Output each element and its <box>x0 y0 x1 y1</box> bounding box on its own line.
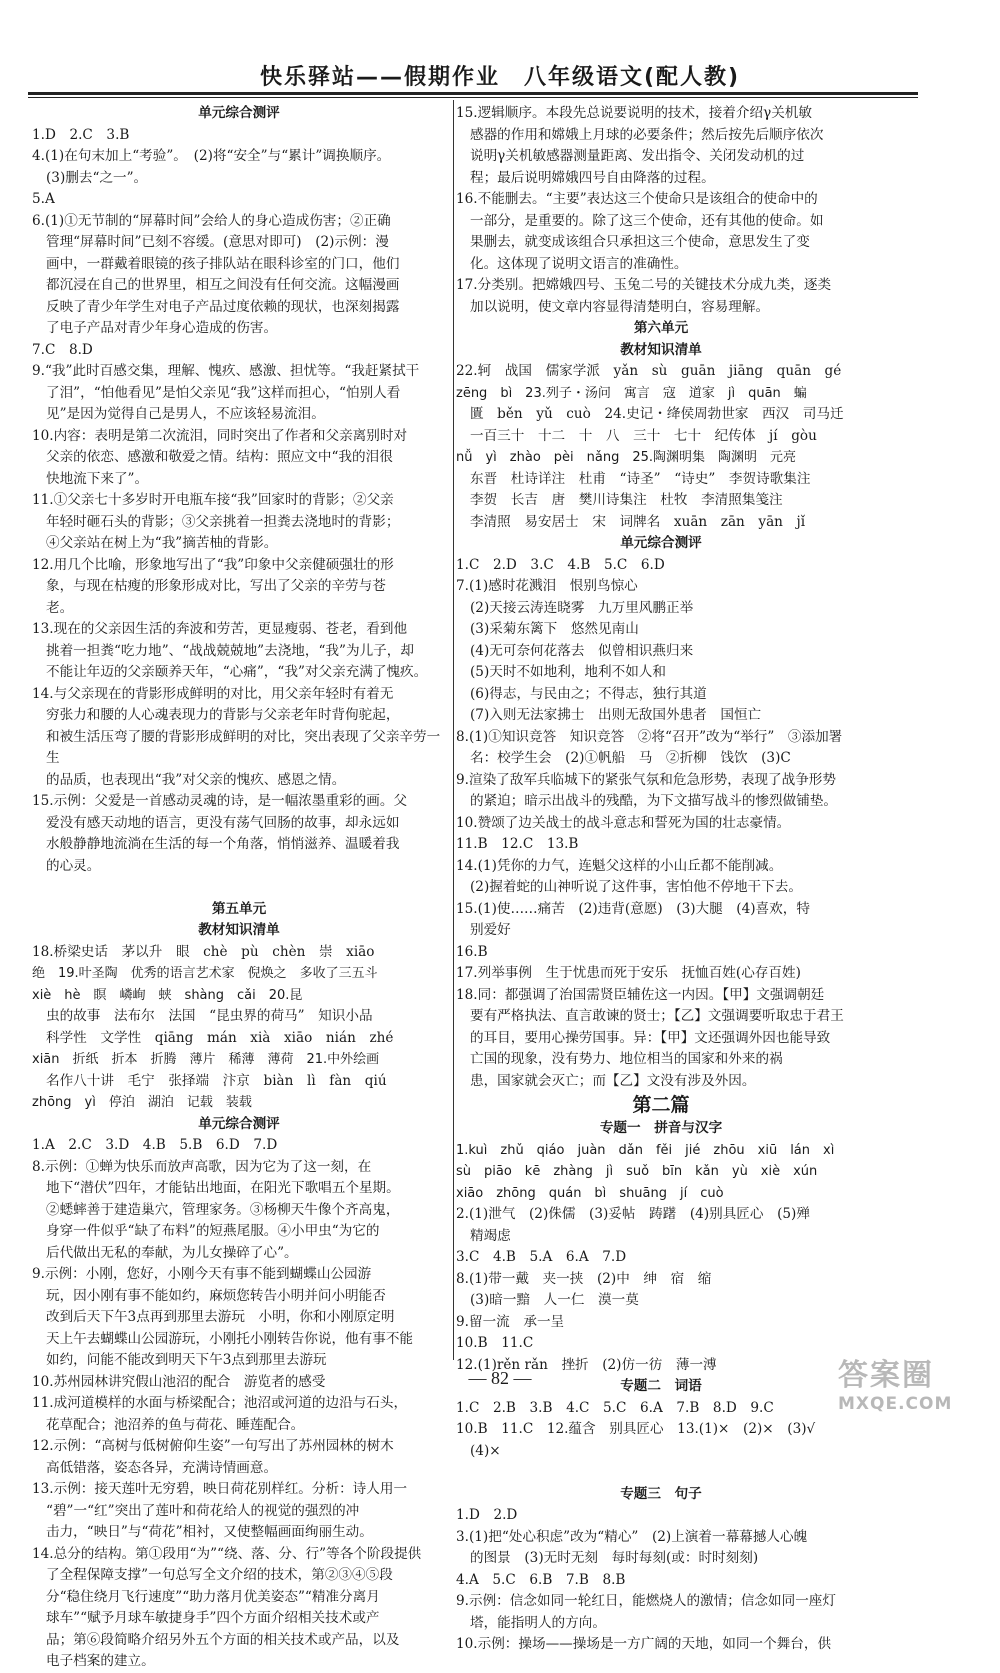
answer-continuation: (4)无可奈何花落去 似曾相识燕归来 <box>470 642 694 659</box>
answer-continuation: 品；第⑥段简略介绍另外五个方面的相关技术或产品，以及 <box>46 1631 400 1648</box>
section-title: 专题三 句子 <box>620 1485 702 1502</box>
answer-continuation: 了全程保障支撑”一句总写全文介绍的技术，第②③④⑤段 <box>46 1567 393 1583</box>
answer-continuation: 画中，一群戴着眼镜的孩子排队站在眼科诊室的门口，他们 <box>46 255 400 272</box>
answer-continuation: 象，与现在枯瘦的形象形成对比，写出了父亲的辛劳与苍 <box>46 578 386 594</box>
answer-continuation: 匱 běn yǔ cuò 24.史记・绛侯周勃世家 西汉 司马迁 <box>470 406 844 422</box>
section-title: 第五单元 <box>211 900 267 917</box>
answer-continuation: 的耳目，要用心操劳国事。异：【甲】文还强调外因也能导致 <box>470 1029 831 1046</box>
answer-continuation: 花草配合；池沼养的鱼与荷花、睡莲配合。 <box>46 1416 305 1433</box>
answer-continuation: (5)天时不如地利，地利不如人和 <box>470 664 666 680</box>
answer-line: 10.B 11.C <box>456 1335 534 1351</box>
answer-line: 18.桥梁史话 茅以升 眼 chè pù chèn 崇 xiāo <box>32 943 375 960</box>
answer-line: 9.渲染了敌军兵临城下的紧张气氛和危急形势，表现了战争形势 <box>456 771 836 788</box>
answer-line: 1.A 2.C 3.D 4.B 5.B 6.D 7.D <box>32 1137 278 1153</box>
answer-line: 4.A 5.C 6.B 7.B 8.B <box>456 1571 626 1588</box>
answer-line: 16.不能删去。“主要”表达这三个使命只是该组合的使命中的 <box>456 191 818 207</box>
answer-line: 14.(1)凭你的力气，连魁父这样的小山丘都不能削减。 <box>456 857 783 874</box>
answer-continuation: (2)握着蛇的山神听说了这件事，害怕他不停地干下去。 <box>470 879 802 895</box>
answer-line: 8.(1)①知识竞答 知识竞答 ②将“召开”改为“举行” ③添加署 <box>456 728 843 745</box>
answer-continuation: 老。 <box>46 599 74 616</box>
answer-continuation: (2)天接云涛连晓雾 九万里风鹏正举 <box>470 599 694 616</box>
answer-line: 22.轲 战国 儒家学派 yǎn sù guān jiāng quān gé <box>456 363 842 379</box>
watermark-url: MXQE.COM <box>838 1394 953 1414</box>
answer-line: 9.“我”此时百感交集，理解、愧疚、感激、担忧等。“我赶紧拭干 <box>32 363 420 379</box>
spacer <box>32 877 446 899</box>
answer-continuation: 水般静静地流淌在生活的每一个角落，悄悄滋养、温暖着我 <box>46 836 400 852</box>
answer-continuation: 一部分，是重要的。除了这三个使命，还有其他的使命。如 <box>470 212 824 229</box>
pinyin-line: 1.kuì zhǔ qiáo juàn dǎn fěi jié zhōu xiū lán xì <box>456 1142 835 1158</box>
answer-continuation: 了泪”，“怕他看见”是怕父亲见“我”这样而担心，“怕别人看 <box>46 384 401 401</box>
answer-continuation: 如约，问能不能改到明天下午3点到那里去游玩 <box>46 1352 327 1368</box>
left-column <box>32 103 446 1673</box>
pinyin-line: xiān 折纸 折本 折腾 薄片 稀薄 薄荷 21.中外绘画 <box>32 1052 380 1067</box>
answer-continuation: 患，国家就会灭亡；而【乙】文没有涉及外因。 <box>470 1072 756 1089</box>
answer-line: 3.C 4.B 5.A 6.A 7.D <box>456 1249 627 1265</box>
answer-line: 10.苏州园林讲究假山池沼的配合 游览者的感受 <box>32 1373 326 1390</box>
answer-continuation: 的紧迫；暗示出战斗的残酷，为下文描写战斗的惨烈做铺垫。 <box>470 793 838 809</box>
answer-continuation: 爱没有感天动地的语言，更没有荡气回肠的故事，却永远如 <box>46 814 400 831</box>
answer-continuation: (4)× <box>470 1442 501 1459</box>
answer-line: 7.C 8.D <box>32 341 93 358</box>
answer-continuation: 的品质，也表现出“我”对父亲的愧疚、感恩之情。 <box>46 771 346 788</box>
answer-continuation: 名：校学生会 (2)①帆船 马 ②折柳 饯饮 (3)C <box>470 750 791 766</box>
answer-line: 9.示例：信念如同一轮红日，能燃烧人的激情；信念如同一座灯 <box>456 1593 836 1609</box>
answer-line: 15.(1)使……痛苦 (2)违背(意愿) (3)大腿 (4)喜欢，特 <box>456 900 810 917</box>
answer-line: 15.示例：父爱是一首感动灵魂的诗，是一幅浓墨重彩的画。父 <box>32 793 408 809</box>
pinyin-line: zhōng yì 停泊 湖泊 记载 装载 <box>32 1095 252 1110</box>
answer-line: 1.C 2.B 3.B 4.C 5.C 6.A 7.B 8.D 9.C <box>456 1399 774 1416</box>
answer-continuation: 后代做出无私的奉献，为儿女操碎了心”。 <box>46 1244 298 1261</box>
answer-line: 17.列举事例 生于忧患而死于安乐 抚恤百姓(心存百姓) <box>456 965 801 981</box>
pinyin-line: 绝 19.叶圣陶 优秀的语言艺术家 倪焕之 多收了三五斗 <box>32 966 378 981</box>
answer-line: 5.A <box>32 191 55 207</box>
answer-continuation: 球车”“赋予月球车敏捷身手”四个方面介绍相关技术或产 <box>46 1610 380 1626</box>
answer-continuation: (3)删去“之一”。 <box>46 169 148 186</box>
answer-line: 13.现在的父亲因生活的奔波和劳苦，更显瘦弱、苍老，看到他 <box>32 621 408 637</box>
answer-continuation: 精竭虑 <box>470 1227 511 1244</box>
answer-line: 15.逻辑顺序。本段先总说要说明的技术，接着介绍γ关机敏 <box>456 105 812 121</box>
answer-continuation: 果删去，就变成该组合只承担这三个使命，意思发生了变 <box>470 234 810 250</box>
answer-line: 12.用几个比喻，形象地写出了“我”印象中父亲健硕强壮的形 <box>32 556 394 573</box>
answer-continuation: 李贺 长吉 唐 樊川诗集注 杜牧 李清照集笺注 <box>470 492 783 508</box>
answer-line: 13.示例：接天莲叶无穷碧，映日荷花别样红。分析：诗人用一 <box>32 1481 408 1497</box>
answer-line: 4.(1)在句末加上“考验”。 (2)将“安全”与“累计”调换顺序。 <box>32 148 391 164</box>
answer-continuation: 玩，因小刚有事不能如约，麻烦您转告小明并问小明能否 <box>46 1287 386 1304</box>
answer-continuation: 年轻时砸石头的背影；③父亲挑着一担粪去浇地时的背影； <box>46 513 400 530</box>
section-title: 单元综合测评 <box>620 535 702 551</box>
pinyin-line: xiè hè 瞑 嶙峋 蛱 shàng cǎi 20.昆 <box>32 987 303 1003</box>
answer-continuation: ②蟋蟀善于建造巢穴，管理家务。③杨柳天牛像个齐高鬼， <box>46 1201 400 1218</box>
answer-continuation: 说明γ关机敏感器测量距离、发出指令、关闭发动机的过 <box>470 148 805 164</box>
column-divider <box>453 100 454 1360</box>
answer-line: 8.(1)带一戴 夹一挟 (2)中 绅 宿 缩 <box>456 1270 712 1287</box>
answer-line: 6.(1)①无节制的“屏幕时间”会给人的身心造成伤害；②正确 <box>32 212 391 229</box>
answer-continuation: 身穿一件似乎“缺了布料”的短燕尾服。④小甲虫“为它的 <box>46 1223 380 1239</box>
answer-line: 10.赞颂了边关战士的战斗意志和誓死为国的壮志豪情。 <box>456 814 791 831</box>
answer-continuation: 挑着一担粪“吃力地”、“战战兢兢地”去浇地，“我”为儿子，却 <box>46 642 414 659</box>
answer-line: 11.成河道模样的水面与桥梁配合；池沼或河道的边沿与石头， <box>32 1395 408 1411</box>
answer-continuation: 反映了青少年学生对电子产品过度依赖的现状，也深刻揭露 <box>46 298 400 315</box>
answer-continuation: 名作八十讲 毛宁 张择端 汴京 biàn lì fàn qiú <box>46 1072 387 1089</box>
answer-line: 18.同：都强调了治国需贤臣辅佐这一内因。【甲】文强调朝廷 <box>456 986 825 1003</box>
answer-continuation: 别爱好 <box>470 922 511 938</box>
header-rule <box>28 92 918 95</box>
answer-line: 9.示例：小刚，您好，小刚今天有事不能到蝴蝶山公园游 <box>32 1266 372 1282</box>
answer-line: 12.(1)rěn rǎn 挫折 (2)仿一彷 薄一溥 <box>456 1356 717 1373</box>
answer-continuation: 击力，“映日”与“荷花”相衬，又使整幅画面绚丽生动。 <box>46 1524 373 1540</box>
answer-continuation: (6)得志，与民由之；不得志，独行其道 <box>470 685 707 702</box>
answer-continuation: 虫的故事 法布尔 法国 “昆虫界的荷马” 知识小品 <box>46 1008 373 1024</box>
header-rule-thin <box>28 97 918 98</box>
spacer <box>456 1462 866 1484</box>
watermark <box>838 1350 988 1414</box>
answer-continuation: 父亲的依恋、感激和敬爱之情。结构：照应文中“我的泪很 <box>46 449 393 465</box>
section-title: 教材知识清单 <box>620 341 702 358</box>
answer-line: 1.C 2.D 3.C 4.B 5.C 6.D <box>456 556 665 573</box>
answer-line: 7.(1)感时花溅泪 恨别鸟惊心 <box>456 578 638 594</box>
section-title: 专题一 拼音与汉字 <box>599 1120 723 1136</box>
answer-continuation: (7)入则无法家拂士 出则无敌国外患者 国恒亡 <box>470 707 762 723</box>
answer-line: 8.示例：①蝉为快乐而放声高歌，因为它为了这一刻，在 <box>32 1158 372 1175</box>
pinyin-line: zēng bì 23.列子・汤问 寓言 寇 道家 jì quān 蝙 <box>456 385 807 401</box>
section-title: 专题二 词语 <box>620 1378 702 1394</box>
section-title: 单元综合测评 <box>198 1115 280 1132</box>
answer-line: 11.B 12.C 13.B <box>456 836 579 852</box>
right-column <box>456 103 866 1656</box>
answer-line: 17.分类别。把嫦娥四号、玉兔二号的关键技术分成九类，逐类 <box>456 277 832 293</box>
answer-continuation: 的图景 (3)无时无刻 每时每刻(或：时时刻刻) <box>470 1550 759 1566</box>
answer-continuation: 都沉浸在自己的世界里，相互之间没有任何交流。这幅漫画 <box>46 277 400 293</box>
answer-line: 12.示例：“高树与低树俯仰生姿”一句写出了苏州园林的树木 <box>32 1438 394 1454</box>
answer-continuation: 要有严格执法、直言敢谏的贤士；【乙】文强调要听取忠于君王 <box>470 1008 844 1024</box>
answer-continuation: 见”是因为觉得自己是男人，不应该轻易流泪。 <box>46 406 325 422</box>
answer-continuation: 科学性 文学性 qiāng mán xià xiāo nián zhé <box>46 1029 394 1046</box>
answer-continuation: ④父亲站在树上为“我”摘苦柚的背影。 <box>46 535 278 551</box>
section-title: 第六单元 <box>633 320 689 336</box>
answer-continuation: 一百三十 十二 十 八 三十 七十 纪传体 jí gòu <box>470 427 817 444</box>
answer-line: 11.①父亲七十多岁时开电瓶车接“我”回家时的背影；②父亲 <box>32 492 394 508</box>
part-title: 第二篇 <box>632 1094 690 1116</box>
answer-line: 3.(1)把“处心积虑”改为“精心” (2)上演着一幕幕撼人心魄 <box>456 1528 808 1545</box>
answer-line: 14.总分的结构。第①段用“为”“绕、落、分、行”等各个阶段提供 <box>32 1545 422 1562</box>
answer-continuation: 李清照 易安居士 宋 词牌名 xuān zān yān jǐ <box>470 513 806 530</box>
answer-continuation: 管理“屏幕时间”已刻不容缓。(意思对即可) (2)示例：漫 <box>46 234 389 250</box>
pinyin-line: sù piāo kē zhàng jì suǒ bīn kǎn yù xiè xún <box>456 1164 818 1179</box>
answer-continuation: 塔，能指明人的方向。 <box>470 1614 606 1631</box>
answer-continuation: 的心灵。 <box>46 857 101 874</box>
answer-line: 14.与父亲现在的背影形成鲜明的对比，用父亲年轻时有着无 <box>32 685 394 702</box>
answer-continuation: 地下“潜伏”四年，才能钻出地面，在阳光下歌唱五个星期。 <box>46 1180 400 1196</box>
page-header: 快乐驿站——假期作业 八年级语文(配人教) <box>259 65 741 90</box>
answer-line: 10.B 11.C 12.蕴含 别具匠心 13.(1)× (2)× (3)√ <box>456 1421 816 1437</box>
answer-continuation: 东晋 杜诗详注 杜甫 “诗圣” “诗史” 李贺诗歌集注 <box>470 470 811 487</box>
answer-continuation: (3)采菊东篱下 悠然见南山 <box>470 621 639 637</box>
watermark-logo: 答案圈 <box>838 1358 934 1393</box>
answer-continuation: 电子档案的建立。 <box>46 1653 155 1669</box>
section-title: 教材知识清单 <box>198 922 280 938</box>
answer-continuation: 改到后天下午3点再到那里去游玩 小明，你和小刚原定明 <box>46 1309 395 1325</box>
pinyin-line: xiāo zhōng quán bì shuāng jí cuò <box>456 1185 724 1201</box>
answer-line: 10.示例：操场——操场是一方广阔的天地，如同一个舞台，供 <box>456 1636 832 1652</box>
answer-continuation: 感器的作用和嫦娥上月球的必要条件；然后按先后顺序依次 <box>470 126 824 143</box>
answer-line: 1.D 2.C 3.B <box>32 126 130 143</box>
answer-continuation: 高低错落，姿态各异，充满诗情画意。 <box>46 1459 278 1476</box>
page-number: — 82 — <box>468 1368 532 1388</box>
answer-line: 16.B <box>456 943 488 960</box>
answer-continuation: 亡国的现象，没有势力、地位相当的国家和外来的祸 <box>470 1051 783 1067</box>
answer-continuation: 化。这体现了说明文语言的准确性。 <box>470 255 688 272</box>
answer-continuation: “碧”一“红”突出了莲叶和荷花给人的视觉的强烈的冲 <box>46 1502 360 1519</box>
answer-continuation: 和被生活压弯了腰的背影形成鲜明的对比，突出表现了父亲辛劳一生 <box>46 728 441 766</box>
answer-line: 2.(1)泄气 (2)侏儒 (3)妥帖 踌躇 (4)别具匠心 (5)殚 <box>456 1206 810 1222</box>
answer-continuation: 了电子产品对青少年身心造成的伤害。 <box>46 320 278 336</box>
answer-continuation: 天上午去蝴蝶山公园游玩，小刚托小刚转告你说，他有事不能 <box>46 1330 414 1347</box>
answer-line: 9.留一流 承一呈 <box>456 1313 565 1330</box>
pinyin-line: nǚ yì zhào pèi nǎng 25.陶渊明集 陶渊明 元亮 <box>456 450 796 465</box>
answer-continuation: 快地流下来了”。 <box>46 470 149 487</box>
answer-continuation: 穷张力和腰的人心魂表现力的背影与父亲老年时背佝驼起， <box>46 707 400 723</box>
answer-continuation: (3)暗一黯 人一仁 漠一莫 <box>470 1292 639 1308</box>
answer-continuation: 分“稳住绕月飞行速度”“助力落月优美姿态”“精准分离月 <box>46 1588 380 1605</box>
answer-continuation: 程；最后说明嫦娥四号自由降落的过程。 <box>470 169 715 186</box>
section-title: 单元综合测评 <box>198 105 280 121</box>
answer-continuation: 加以说明，使文章内容显得清楚明白，容易理解。 <box>470 298 770 315</box>
answer-continuation: 不能让年迈的父亲颐养天年，“心痛”，“我”对父亲充满了愧疚。 <box>46 664 428 680</box>
answer-line: 10.内容：表明是第二次流泪，同时突出了作者和父亲离别时对 <box>32 427 408 444</box>
answer-line: 1.D 2.D <box>456 1507 518 1523</box>
